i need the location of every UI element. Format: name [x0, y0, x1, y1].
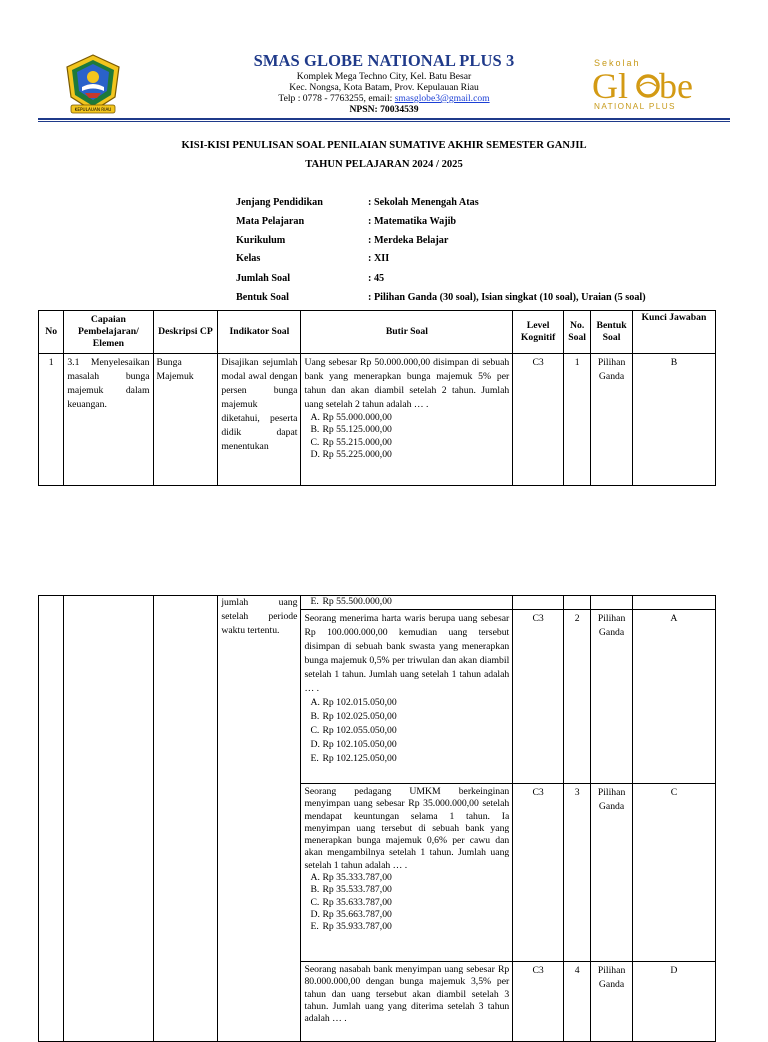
row-indikator: Disajikan sejumlah modal awal dengan persen bunga majemuk diketahui, peserta didik dapat menentukan	[218, 354, 301, 486]
option-d: D. Rp 35.663.787,00	[310, 908, 392, 920]
option-c: C. Rp 102.055.050,00	[310, 725, 397, 736]
svg-text:Sekolah: Sekolah	[594, 58, 641, 68]
bentuk-soal: Pilihan Ganda	[591, 962, 633, 1042]
level-kognitif: C3	[513, 610, 564, 784]
question-stem: Seorang menerima harta waris berupa uang sebesar Rp 100.000.000,00 kemudian uang tersebut disimpan di sebuah bank swasta yang menerapkan bunga majemuk 0,5% per triwulan dan akan diambil setelah 1 tahun. Jumlah uang setelah 1 tahun adalah … .	[304, 613, 510, 694]
kunci-jawaban: C	[632, 784, 715, 962]
bentuk-soal: Pilihan Ganda	[591, 610, 633, 784]
level-kognitif: C3	[513, 354, 564, 486]
row-no-continued	[39, 596, 64, 1042]
option-a: A. Rp 55.000.000,00	[310, 412, 392, 423]
kisi-kisi-table-page-1	[38, 310, 716, 486]
level-kognitif: C3	[513, 962, 564, 1042]
table-row	[39, 354, 716, 486]
kunci-jawaban: B	[632, 354, 715, 486]
level-kognitif: C3	[513, 784, 564, 962]
address-line-2: Kec. Nongsa, Kota Batam, Prov. Kepulauan Riau	[289, 82, 479, 93]
row-no: 1	[39, 354, 64, 486]
question-stem: Seorang pedagang UMKM berkeinginan menyimpan uang sebesar Rp 35.000.000,00 setelah mendapat keuntungan selama 1 tahun. Ia menyimpan uang tersebut di sebuah bank yang menerapkan bunga majemuk 0,6% per cawu dan akan mengambilnya setelah 1 tahun. Jumlah uang setelah 1 tahun adalah … .	[304, 786, 510, 871]
header-bentuk: Bentuk Soal	[591, 311, 633, 354]
option-e: E. Rp 102.125.050,00	[310, 753, 397, 764]
butir-soal-2	[301, 610, 513, 784]
option-b: B. Rp 102.025.050,00	[310, 711, 397, 722]
butir-soal-4: Seorang nasabah bank menyimpan uang sebesar Rp 80.000.000,00 dengan bunga majemuk 3,5% per tahun dan uang tersebut akan diambil setelah 3 tahun. Jumlah uang yang diterima setelah 3 tahun adalah … .	[301, 962, 513, 1042]
svg-text:NATIONAL PLUS: NATIONAL PLUS	[594, 102, 676, 111]
option-a: A. Rp 102.015.050,00	[310, 697, 397, 708]
header-indikator: Indikator Soal	[218, 311, 301, 354]
document-title: KISI-KISI PENULISAN SOAL PENILAIAN SUMATIVE AKHIR SEMESTER GANJIL	[181, 140, 587, 151]
npsn: NPSN: 70034539	[349, 104, 419, 115]
header-kunci: Kunci Jawaban	[632, 311, 715, 354]
address-line-1: Komplek Mega Techno City, Kel. Batu Besar	[296, 71, 472, 82]
no-soal: 2	[563, 610, 590, 784]
option-e: E. Rp 55.500.000,00	[310, 596, 392, 607]
no-soal: 4	[563, 962, 590, 1042]
document-year: TAHUN PELAJARAN 2024 / 2025	[305, 159, 463, 170]
svg-text:be: be	[659, 66, 693, 106]
question-stem: Uang sebesar Rp 50.000.000,00 disimpan di sebuah bank yang menerapkan bunga majemuk 5% per tahun dan akan diambil setelah 2 tahun. Jumlah uang setelah 2 tahun adalah … .	[304, 357, 510, 410]
header-no-soal: No. Soal	[563, 311, 590, 354]
option-c: C. Rp 55.215.000,00	[310, 436, 392, 448]
option-c: C. Rp 35.633.787,00	[310, 896, 392, 908]
row-indikator-continued: jumlah uang setelah periode waktu tertentu.	[218, 596, 301, 1042]
row-capaian-continued	[64, 596, 153, 1042]
butir-soal-3	[301, 784, 513, 962]
option-b: B. Rp 55.125.000,00	[310, 424, 392, 436]
header-level: Level Kognitif	[513, 311, 564, 354]
table-row	[39, 596, 716, 610]
header-capaian: Capaian Pembelajaran/ Elemen	[64, 311, 153, 354]
row-deskripsi: Bunga Majemuk	[153, 354, 218, 486]
row-capaian: 3.1 Menyelesaikan masalah bunga majemuk dalam keuangan.	[64, 354, 153, 486]
option-b: B. Rp 35.533.787,00	[310, 884, 392, 896]
option-d: D. Rp 102.105.050,00	[310, 739, 397, 750]
header-deskripsi: Deskripsi CP	[153, 311, 218, 354]
option-e: E. Rp 35.933.787,00	[310, 921, 392, 933]
email-link[interactable]: smasglobe3@gmail.com	[394, 93, 490, 104]
option-d: D. Rp 55.225.000,00	[310, 448, 392, 460]
kunci-jawaban: A	[632, 610, 715, 784]
header-no: No	[39, 311, 64, 354]
header-rule-thin	[38, 121, 730, 122]
header-rule-thick	[38, 118, 730, 120]
phone-text: Telp : 0778 - 7763255, email:	[278, 93, 395, 104]
option-a: A. Rp 35.333.787,00	[310, 872, 392, 884]
svg-text:Gl: Gl	[592, 66, 628, 106]
bentuk-soal: Pilihan Ganda	[591, 784, 633, 962]
no-soal: 1	[563, 354, 590, 486]
row-deskripsi-continued	[153, 596, 218, 1042]
school-name: SMAS GLOBE NATIONAL PLUS 3	[253, 51, 515, 70]
globe-national-plus-logo-icon	[588, 55, 696, 111]
header-butir: Butir Soal	[301, 311, 513, 354]
kisi-kisi-table-page-2	[38, 595, 716, 1042]
bentuk-soal: Pilihan Ganda	[591, 354, 633, 486]
no-soal: 3	[563, 784, 590, 962]
butir-soal-1	[301, 354, 513, 486]
kunci-jawaban: D	[632, 962, 715, 1042]
svg-text:KEPULAUAN RIAU: KEPULAUAN RIAU	[74, 107, 112, 112]
